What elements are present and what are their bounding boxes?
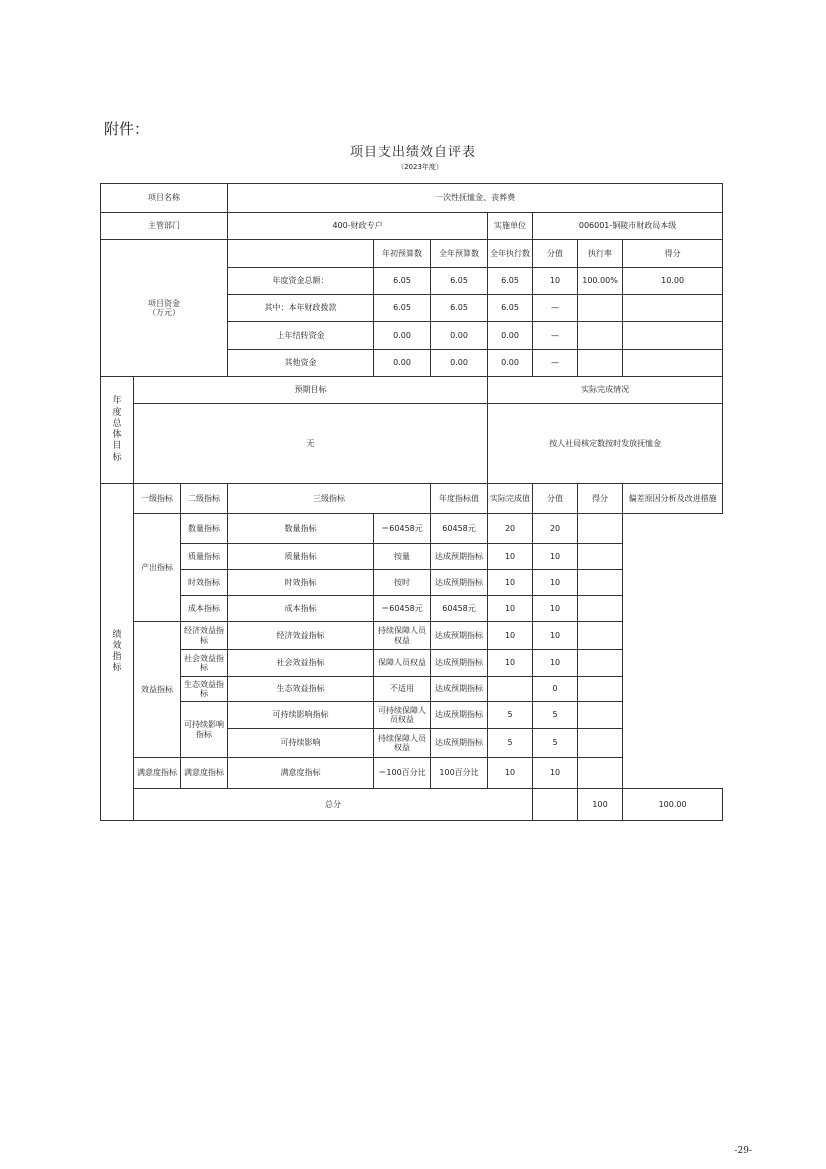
indicator-target: 按时 [374, 570, 431, 596]
expected-goal: 无 [134, 404, 488, 484]
indicator-header-actual: 实际完成值 [488, 484, 533, 514]
indicator-target: 持续保障人员权益 [374, 729, 431, 758]
indicator-target: 持续保障人员权益 [374, 622, 431, 650]
funds-row-label: 其他资金 [228, 350, 374, 377]
funds-row-score [623, 295, 723, 322]
row-funds-header [101, 240, 723, 268]
indicator-score: 5 [533, 702, 578, 729]
indicator-level3: 数量指标 [228, 514, 374, 544]
indicator-deviation [578, 729, 623, 758]
indicator-deviation [578, 544, 623, 570]
indicator-header-target: 年度指标值 [431, 484, 488, 514]
indicator-actual: 达成预期指标 [431, 622, 488, 650]
indicator-deviation [578, 570, 623, 596]
funds-row-label: 年度资金总额： [228, 268, 374, 295]
goals-label-text: 年度总体目标 [112, 396, 122, 463]
funds-header-score: 得分 [623, 240, 723, 268]
indicators-label [101, 484, 134, 821]
indicator-row [101, 514, 723, 544]
funds-row-annual: 0.00 [431, 322, 488, 350]
indicator-row [101, 622, 723, 650]
funds-row-score [623, 350, 723, 377]
department-value: 400-财政专户 [228, 213, 488, 240]
funds-row-rate [578, 350, 623, 377]
indicator-header-score: 得分 [578, 484, 623, 514]
indicator-value: 10 [488, 544, 533, 570]
funds-row-initial: 6.05 [374, 295, 431, 322]
indicator-value [488, 677, 533, 702]
funds-row-initial: 0.00 [374, 350, 431, 377]
row-department [101, 213, 723, 240]
indicator-target: 保障人员权益 [374, 650, 431, 677]
funds-header-initial: 年初预算数 [374, 240, 431, 268]
indicator-row [101, 702, 723, 729]
funds-header-rate: 执行率 [578, 240, 623, 268]
expected-goal-label: 预期目标 [134, 377, 488, 404]
indicator-level3: 时效指标 [228, 570, 374, 596]
output-level1: 产出指标 [134, 514, 181, 622]
indicator-level2: 社会效益指标 [181, 650, 228, 677]
funds-row-score: 10.00 [623, 268, 723, 295]
funds-row-label: 上年结转资金 [228, 322, 374, 350]
indicator-score: 10 [533, 544, 578, 570]
funds-row-rate [578, 295, 623, 322]
indicator-level3: 生态效益指标 [228, 677, 374, 702]
indicator-header-value: 分值 [533, 484, 578, 514]
funds-row-rate: 100.00% [578, 268, 623, 295]
indicator-deviation [578, 702, 623, 729]
funds-row-executed: 6.05 [488, 295, 533, 322]
funds-row-initial: 0.00 [374, 322, 431, 350]
indicator-header-level1: 一级指标 [134, 484, 181, 514]
funds-row-annual: 6.05 [431, 268, 488, 295]
indicator-header-deviation: 偏差原因分析及改进措施 [623, 484, 723, 514]
indicator-level3: 可持续影响指标 [228, 702, 374, 729]
funds-row-label: 其中：本年财政拨款 [228, 295, 374, 322]
indicator-deviation [578, 650, 623, 677]
indicator-score: 20 [533, 514, 578, 544]
indicator-level2: 生态效益指标 [181, 677, 228, 702]
satisfaction-target: ＝100百分比 [374, 758, 431, 789]
indicator-level2: 质量指标 [181, 544, 228, 570]
indicator-level2: 经济效益指标 [181, 622, 228, 650]
attachment-label: 附件： [104, 120, 150, 138]
satisfaction-value: 10 [488, 758, 533, 789]
indicator-deviation [578, 622, 623, 650]
indicator-score: 10 [533, 650, 578, 677]
indicator-target: ＝60458元 [374, 596, 431, 622]
funds-row-executed: 0.00 [488, 350, 533, 377]
row-total [101, 789, 723, 821]
implementer-value: 006001-铜陵市财政局本级 [533, 213, 723, 240]
indicator-row [101, 570, 723, 596]
indicator-target: 不适用 [374, 677, 431, 702]
page-number: -29- [734, 1146, 752, 1156]
indicator-level3: 可持续影响 [228, 729, 374, 758]
indicator-target: 按量 [374, 544, 431, 570]
indicator-actual: 60458元 [431, 514, 488, 544]
benefit-level1: 效益指标 [134, 622, 181, 758]
funds-header-score-value: 分值 [533, 240, 578, 268]
indicators-label-text: 绩效指标 [112, 629, 122, 674]
indicator-level2: 时效指标 [181, 570, 228, 596]
indicator-value: 10 [488, 650, 533, 677]
funds-row-annual: 0.00 [431, 350, 488, 377]
funds-row-score-value: — [533, 350, 578, 377]
satisfaction-level2: 满意度指标 [181, 758, 228, 789]
indicator-score: 10 [533, 570, 578, 596]
year-note: （2023年度） [397, 163, 443, 171]
funds-row-score-value: 10 [533, 268, 578, 295]
indicator-level2: 可持续影响指标 [181, 702, 228, 758]
indicator-deviation [578, 596, 623, 622]
indicator-row [101, 596, 723, 622]
indicator-value: 5 [488, 702, 533, 729]
indicator-actual: 达成预期指标 [431, 677, 488, 702]
total-label: 总分 [134, 789, 533, 821]
indicator-header-level3: 三级指标 [228, 484, 431, 514]
funds-label: 项目资金 （万元） [101, 240, 228, 377]
indicator-value: 10 [488, 596, 533, 622]
satisfaction-level3: 满意度指标 [228, 758, 374, 789]
indicator-score: 10 [533, 622, 578, 650]
funds-row-score-value: — [533, 295, 578, 322]
department-label: 主管部门 [101, 213, 228, 240]
satisfaction-score: 10 [533, 758, 578, 789]
row-goals-header [101, 377, 723, 404]
funds-row-executed: 6.05 [488, 268, 533, 295]
indicator-row [101, 758, 723, 789]
project-name-value: 一次性抚恤金、丧葬费 [228, 184, 723, 213]
indicator-level3: 经济效益指标 [228, 622, 374, 650]
satisfaction-deviation [578, 758, 623, 789]
indicator-row [101, 544, 723, 570]
indicator-level3: 质量指标 [228, 544, 374, 570]
indicator-level3: 社会效益指标 [228, 650, 374, 677]
actual-goal: 按人社局核定数按时发放抚恤金 [488, 404, 723, 484]
funds-row-annual: 6.05 [431, 295, 488, 322]
indicator-target: 可持续保障人员权益 [374, 702, 431, 729]
row-project-name [101, 184, 723, 213]
project-name-label: 项目名称 [101, 184, 228, 213]
funds-header-blank [228, 240, 374, 268]
total-blank [533, 789, 578, 821]
indicator-actual: 60458元 [431, 596, 488, 622]
indicator-actual: 达成预期指标 [431, 544, 488, 570]
indicator-value: 10 [488, 570, 533, 596]
funds-row-rate [578, 322, 623, 350]
satisfaction-actual: 100百分比 [431, 758, 488, 789]
funds-row-initial: 6.05 [374, 268, 431, 295]
satisfaction-level1: 满意度指标 [134, 758, 181, 789]
row-indicators-header [101, 484, 723, 514]
indicator-row [101, 650, 723, 677]
funds-header-annual: 全年预算数 [431, 240, 488, 268]
indicator-row [101, 677, 723, 702]
indicator-value: 5 [488, 729, 533, 758]
indicator-deviation [578, 677, 623, 702]
row-goals-content [101, 404, 723, 484]
goals-label [101, 377, 134, 484]
self-evaluation-table [100, 183, 723, 821]
indicator-score: 10 [533, 596, 578, 622]
indicator-value: 20 [488, 514, 533, 544]
indicator-actual: 达成预期指标 [431, 570, 488, 596]
indicator-header-level2: 二级指标 [181, 484, 228, 514]
indicator-deviation [578, 514, 623, 544]
funds-row-score [623, 322, 723, 350]
indicator-actual: 达成预期指标 [431, 702, 488, 729]
indicator-target: ＝60458元 [374, 514, 431, 544]
form-title: 项目支出绩效自评表 [349, 145, 476, 160]
implementer-label: 实施单位 [488, 213, 533, 240]
indicator-level2: 数量指标 [181, 514, 228, 544]
indicator-score: 5 [533, 729, 578, 758]
indicator-actual: 达成预期指标 [431, 729, 488, 758]
total-score: 100.00 [623, 789, 723, 821]
indicator-score: 0 [533, 677, 578, 702]
indicator-value: 10 [488, 622, 533, 650]
total-value: 100 [578, 789, 623, 821]
funds-row-score-value: — [533, 322, 578, 350]
actual-goal-label: 实际完成情况 [488, 377, 723, 404]
indicator-level2: 成本指标 [181, 596, 228, 622]
funds-row-executed: 0.00 [488, 322, 533, 350]
indicator-actual: 达成预期指标 [431, 650, 488, 677]
indicator-level3: 成本指标 [228, 596, 374, 622]
funds-header-executed: 全年执行数 [488, 240, 533, 268]
